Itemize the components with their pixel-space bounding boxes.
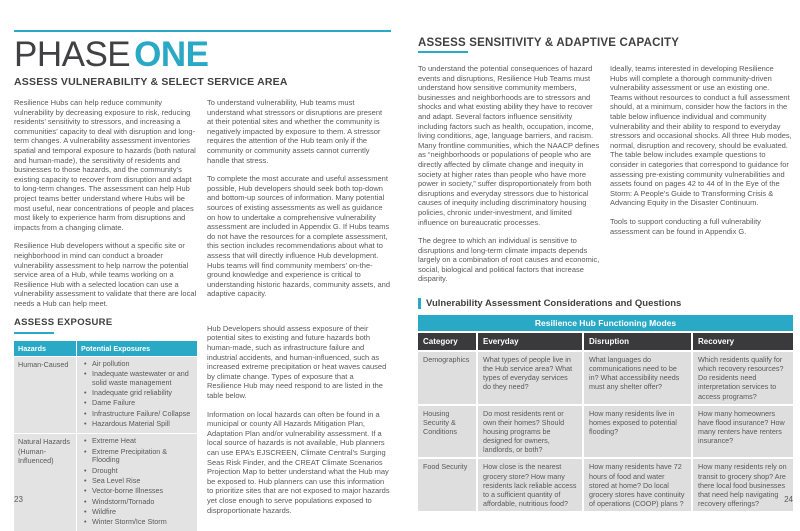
disruption-cell: How many residents live in homes exposed to potential flooding? [584, 406, 691, 458]
table-row [14, 434, 197, 531]
hazard-cell: Human-Caused [14, 357, 76, 433]
caption-text: Vulnerability Assessment Considerations and Questions [426, 298, 682, 310]
assess-exposure-heading: ASSESS EXPOSURE [14, 317, 113, 329]
page-right [418, 0, 793, 518]
paragraph: To understand the potential consequences of hazard events and disruptions, Resilience Hub Teams must understand how sensitive community members, businesses and neighborhoods are to stressors and shocks and what existing ability they have to recover and adapt. Several factors influence sensitivity including factors such as health, occupation, income, living conditions, age, language barriers, and racism. Many frontline communities, which the NAACP defines as “neighborhoods or populations of people who are directly affected by climate change and inequity in society at higher rates than people who have more power in society,” suffer disproportionately from both disruptions and everyday stressors due to historical causes of inequity including discriminatory housing policies, chronic under-investment, and limited influence on bureaucratic processes. [418, 64, 600, 227]
exposure-list [77, 357, 197, 433]
column-header: Category [418, 333, 476, 350]
disruption-cell: What languages do communications need to be in? What accessibility needs must any shelter offer? [584, 352, 691, 404]
table-row [418, 459, 793, 511]
table-caption [418, 298, 793, 309]
list-item: • Vector-borne Illnesses [81, 487, 193, 496]
list-item: • Hazardous Material Spill [81, 420, 193, 429]
paragraph: Hub Developers should assess exposure of their potential sites to existing and future hazards both human-made, such as infrastructure failure and industrial accidents, and human-influenced, such as increased extreme precipitation or heat waves caused by climate change. Types of exposure that a Resilience Hub may need respond to are listed in the table below. [207, 323, 387, 401]
recovery-cell: How many homeowners have flood insurance? How many renters have renters insurance? [693, 406, 793, 458]
right-column-2 [610, 64, 792, 293]
page-title [14, 37, 391, 72]
right-page-columns [418, 64, 793, 293]
left-page-columns [14, 98, 391, 531]
list-item: • Windstorm/Tornado [81, 498, 193, 507]
paragraph: To understand vulnerability, Hub teams must understand what stressors or disruptions are present at their potential sites and whether the community is negatively impacted by exposure to them. A stressor requires the attention of the Hub team only if the community or community assets cannot currently handle that stress. [207, 98, 383, 165]
list-item: • Infrastructure Failure/ Collapse [81, 410, 193, 419]
sensitivity-heading: ASSESS SENSITIVITY & ADAPTIVE CAPACITY [418, 37, 680, 49]
list-item: • Winter Storm/Ice Storm [81, 518, 193, 527]
column-header: Hazards [14, 341, 76, 356]
category-cell: Food Security [418, 459, 476, 511]
page-number-left: 23 [14, 495, 23, 504]
table-header-row [418, 333, 793, 350]
title-prefix: PHASE [14, 35, 131, 74]
hazard-cell: Natural Hazards (Human-Influenced) [14, 434, 76, 531]
title-accent: ONE [134, 35, 209, 74]
list-item: • Air pollution [81, 360, 193, 369]
list-item: • Inadequate wastewater or and solid waste management [81, 370, 193, 388]
column-header: Everyday [478, 333, 582, 350]
table-row [14, 357, 197, 433]
exposure-list [77, 434, 197, 531]
left-column-1 [14, 98, 197, 531]
table-row [418, 352, 793, 404]
list-item: • Dame Failure [81, 399, 193, 408]
paragraph: Tools to support conducting a full vulnerability assessment can be found in Appendix G. [610, 216, 761, 236]
category-cell: Housing Security & Conditions [418, 406, 476, 458]
disruption-cell: How many residents have 72 hours of food and water stored at home? Do local grocery stores have continuity of operations (COOP) plans ? [584, 459, 691, 511]
column-header: Potential Exposures [77, 341, 197, 356]
list-item: • Extreme Heat [81, 437, 193, 446]
paragraph: The degree to which an individual is sensitive to disruptions and long-term climate impacts depends largely on a combination of root causes and economic, social, biological and political factors that increase disparity. [418, 236, 600, 284]
exposure-table-header [14, 341, 197, 356]
exposure-table [14, 341, 197, 531]
page-subtitle: ASSESS VULNERABILITY & SELECT SERVICE AREA [14, 76, 288, 88]
recovery-cell: How many residents rely on transit to grocery shop? Are there local food businesses that need help navigating recovery offerings? [693, 459, 793, 511]
functioning-modes-table [418, 315, 793, 511]
heading-underline [14, 332, 54, 334]
right-column-1 [418, 64, 600, 293]
list-item: • Extreme Precipitation & Flooding [81, 448, 193, 466]
paragraph: Information on local hazards can often be found in a municipal or county All Hazards Mitigation Plan, Adaptation Plan and/or vulnerability assessment. If a local source of hazards is not available, Hub planners can use EPA’s EJSCREEN, Climate Central’s Surging Seas Risk Finder, and the CREAT Climate Scenarios Projection Map to better understand what the Hub may be exposed to. Hub planners can use this information to prioritize sites that are not exposed to major hazards yet close enough to serve populations exposed to disproportionate hazards. [207, 409, 390, 515]
paragraph: Resilience Hub developers without a specific site or neighborhood in mind can conduct a broader vulnerability assessment to help narrow the potential service area of a Hub, while teams working on a Resilience Hub with a selected location can use a vulnerability assessment to validate that there are local needs a Hub can help meet. [14, 241, 197, 308]
page-left [14, 0, 391, 527]
page-number-right: 24 [784, 495, 793, 504]
caption-accent-bar [418, 298, 421, 309]
table-row [418, 406, 793, 458]
everyday-cell: What types of people live in the Hub service area? What types of everyday services do they need? [478, 352, 582, 404]
list-item: • Drought [81, 467, 193, 476]
everyday-cell: Do most residents rent or own their homes? Should housing programs be designed for owners, landlords, or both? [478, 406, 582, 458]
top-rule [14, 30, 391, 32]
heading-underline [418, 51, 468, 53]
list-item: • Inadequate grid reliability [81, 389, 193, 398]
list-item: • Sea Level Rise [81, 477, 193, 486]
column-header: Disruption [584, 333, 691, 350]
paragraph: Ideally, teams interested in developing Resilience Hubs will complete a thorough community-driven vulnerability assessment or use an existing one. Teams without resources to conduct a full assessment should, at a minimum, consider how the factors in the table below influence individual and community vulnerability and their ability to respond to everyday stressors and occasional shocks. All three Hub modes, normal, disruption and recovery, should be evaluated. The table below includes example questions to consider in categories that correspond to guidance for assessing pre-existing community vulnerabilities and assets found on pages 42 to 44 of In the Eye of the Storm: A People’s Guide to Transforming Crisis & Advancing Equity in the Disaster Continuum. [610, 64, 792, 208]
category-cell: Demographics [418, 352, 476, 404]
everyday-cell: How close is the nearest grocery store? How many residents lack reliable access to a sufficient quantity of affordable, nutritious food? [478, 459, 582, 511]
table-title: Resilience Hub Functioning Modes [418, 315, 793, 331]
left-column-2 [207, 98, 390, 531]
column-header: Recovery [693, 333, 793, 350]
paragraph: To complete the most accurate and useful assessment possible, Hub developers should seek both top-down and bottom-up sources of information. Many potential sources of existing assessments as well as guidance on how to undertake a comprehensive vulnerability assessment are included in Appendix G. If Hubs teams do not have the resources for a complete assessment, this section includes recommendations about what to assess that will directly influence Hub development. Hubs teams will find community members’ on-the-ground knowledge and experience is critical to understanding historic hazards, community assets, and adaptive capacity. [207, 174, 391, 299]
paragraph: Resilience Hubs can help reduce community vulnerability by decreasing exposure to risk, reducing residents’ sensitivity to stressors, and increasing a communities’ capacity to deal with disruption and long-term changes. A vulnerability assessment inventories spatial and temporal exposure to hazards (both natural and human-made), the sensitivity of residents and businesses to those hazards, and the community’s existing capacity to recover from disruption and adapt to long-term changes. The assessment can help Hub project teams better understand where Hubs will be most useful, near concentrations of people and places most likely to experience harm from disruptions and impacts from a changing climate. [14, 98, 196, 232]
recovery-cell: Which residents qualify for which recovery resources? Do residents need interpretation services to access programs? [693, 352, 793, 404]
list-item: • Wildfire [81, 508, 193, 517]
